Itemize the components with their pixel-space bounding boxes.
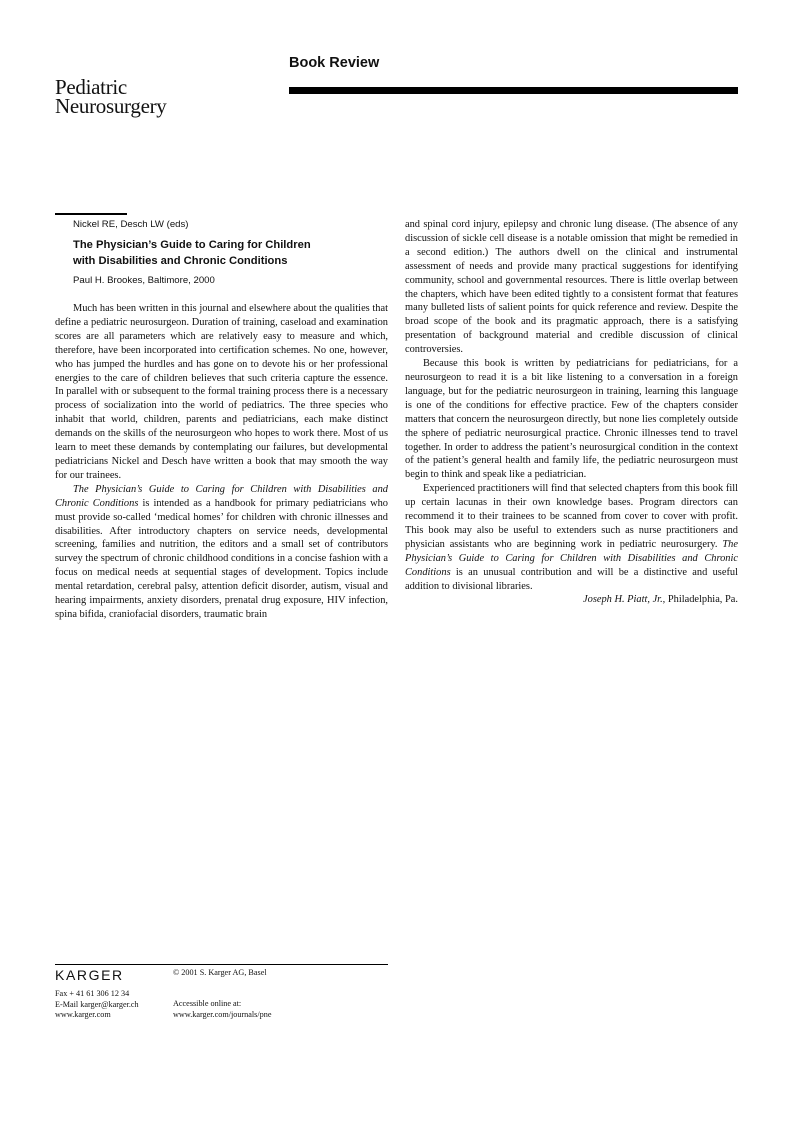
journal-logo-line2: Neurosurgery	[55, 94, 167, 118]
column-rule	[55, 213, 127, 215]
access-label: Accessible online at:	[173, 999, 242, 1008]
left-column	[55, 218, 388, 622]
online-access	[173, 999, 271, 1020]
book-title-italic-2: The Physician’s Guide to Caring for Children with Disabilities and Chronic Conditions	[405, 538, 738, 578]
review-paragraph-2-text: is intended as a handbook for primary pediatricians who must provide so-called ‘medical homes’ for children with chronic illnesses and disabilities. After introductory chapters on service needs, developmental screening, families and nutrition, the editors and a small set of contributors survey the spectrum of chronic childhood conditions in a concise fashion with a focus on medical needs at sequential stages of development. Topics include mental retardation, cerebral palsy, attention deficit disorder, autism, visual and hearing impairments, anxiety disorders, prenatal drug exposure, HIV infection, spina bifida, craniofacial disorders, traumatic brain	[55, 497, 388, 620]
fax-number: Fax + 41 61 306 12 34	[55, 989, 130, 998]
right-column	[405, 218, 738, 607]
publisher-website[interactable]: www.karger.com	[55, 1010, 111, 1019]
book-title-line1: The Physician’s Guide to Caring for Children	[73, 239, 311, 251]
publisher-contact	[55, 989, 139, 1021]
review-paragraph-4	[405, 482, 738, 593]
review-body-right	[405, 218, 738, 593]
journal-url[interactable]: www.karger.com/journals/pne	[173, 1009, 272, 1019]
journal-logo-line1: Pediatric	[55, 75, 127, 99]
review-paragraph-4-end: is an unusual contribution and will be a distinctive and useful addition to divisional libraries.	[405, 566, 738, 592]
review-paragraph-2	[55, 483, 388, 622]
book-editors: Nickel RE, Desch LW (eds)	[73, 219, 189, 230]
journal-logo	[55, 75, 167, 118]
publisher-logo: KARGER	[55, 967, 124, 983]
review-paragraph-1: Much has been written in this journal and elsewhere about the qualities that define a pediatric neurosurgeon. Duration of training, caseload and examination scores are all parameters which are relatively easy to measure and which, therefore, have been incorporated into certification schemes. No one, however, who has jumped the hurdles and has gone on to devote his or her professional energies to the care of children believes that such criteria capture the essence. In parallel with or subsequent to the formal training process there is a necessary process of socialization into the world of pediatrics. The three species who inhabit that world, children, parents and pediatricians, each make distinct demands on the skills of the neurosurgeon who hopes to work there. Most of us learn to meet these demands by contemplating our failures, but developmental pediatricians Nickel and Desch have written a book that may smooth the way for our trainees.	[55, 303, 388, 481]
review-paragraph-2-continued: and spinal cord injury, epilepsy and chronic lung disease. (The absence of any discussion of sickle cell disease is a notable omission that might be remedied in a second edition.) The authors dwell on the clinical and instrumental assessment of needs and provide many practical suggestions for identifying community, school and governmental resources. There is little overlap between the chapters, which have been edited tightly to a consistent format that features many bulleted lists of salient points for quick reference and review. Despite the broad scope of the book and its pragmatic approach, there is a satisfying presentation of background material and credible discussion of clinical controversies.	[405, 219, 738, 356]
review-paragraph-3: Because this book is written by pediatricians for pediatricians, for a neurosurgeon to read it is a bit like listening to a conversation in a foreign language, but for the pediatric neurosurgeon in training, learning this language is one of the conditions for effective practice. Few of the chapters consider matters that concern the neurosurgeon directly, but none lies completely outside the sphere of pediatric neurosurgical practice. Chronic illnesses tend to travel together. In order to address the patient’s neurosurgical condition in the context of the patient’s general health and family life, the pediatric neurosurgeon must begin to think and speak like a pediatrician.	[405, 358, 738, 481]
email-address: E-Mail karger@karger.ch	[55, 999, 139, 1009]
copyright-notice: © 2001 S. Karger AG, Basel	[173, 968, 267, 977]
header-rule	[289, 87, 738, 94]
footer-rule	[55, 964, 388, 965]
book-title-italic: The Physician’s Guide to Caring for Children with Disabilities and Chronic Conditions	[55, 483, 388, 509]
review-paragraph-4-start: Experienced practitioners will find that selected chapters from this book fill up certain lacunas in their own knowledge bases. Program directors can recommend it to their trainees to be scanned from cover to cover with profit. This book may also be useful to extenders such as nurse practitioners and physician assistants who are beginning work in pediatric neurosurgery.	[405, 483, 738, 550]
book-title-line2: with Disabilities and Chronic Conditions	[73, 255, 288, 267]
reviewer-signature	[405, 593, 738, 607]
reviewer-location: Philadelphia, Pa.	[665, 594, 738, 606]
book-publisher: Paul H. Brookes, Baltimore, 2000	[73, 275, 215, 286]
reviewer-name: Joseph H. Piatt, Jr.,	[583, 594, 666, 606]
review-body-left	[55, 302, 388, 622]
book-title	[55, 237, 388, 269]
section-label: Book Review	[289, 55, 380, 71]
